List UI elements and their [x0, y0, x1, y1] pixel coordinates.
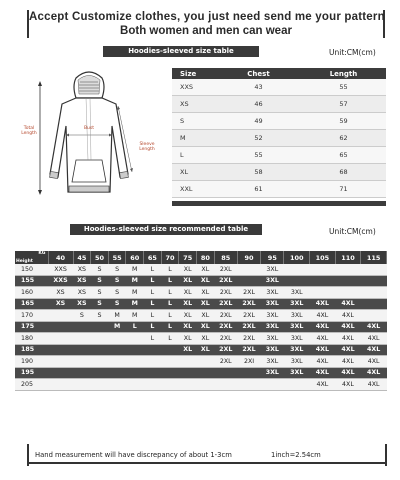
size-recommendation-cell: 3XL — [261, 333, 284, 345]
size-recommendation-cell — [126, 333, 144, 345]
chest-cell: 55 — [254, 151, 263, 159]
size-recommendation-cell — [126, 344, 144, 356]
corner-header — [15, 251, 48, 264]
height-row-195 — [15, 367, 387, 379]
size-recommendation-cell — [91, 367, 109, 379]
size-recommendation-cell: 4XL — [335, 379, 361, 391]
size-recommendation-cell: 3XL — [261, 310, 284, 322]
size-recommendation-cell: 3XL — [284, 367, 310, 379]
height-row-190 — [15, 356, 387, 368]
size-recommendation-cell — [179, 367, 197, 379]
size-recommendation-cell: XL — [179, 344, 197, 356]
size-recommendation-cell: 2XL — [237, 344, 260, 356]
size-recommendation-cell — [361, 298, 387, 310]
measurement-note: Hand measurement will have discrepancy of about 1-3cm — [35, 451, 232, 459]
size-recommendation-cell: 4XL — [310, 333, 336, 345]
size-recommendation-cell: L — [161, 298, 179, 310]
size-recommendation-cell — [214, 379, 237, 391]
size-recommendation-cell: 2XL — [214, 333, 237, 345]
size-recommendation-cell — [91, 379, 109, 391]
chest-cell: 43 — [254, 83, 263, 91]
size-recommendation-cell: M — [126, 264, 144, 275]
size-recommendation-cell: L — [144, 333, 162, 345]
size-recommendation-cell — [310, 264, 336, 275]
weight-header: 50 — [91, 251, 109, 264]
size-table-body — [172, 79, 386, 198]
size-recommendation-cell — [144, 356, 162, 368]
size-recommendation-cell: L — [161, 275, 179, 287]
size-recommendation-cell: XL — [197, 310, 215, 322]
weight-header: 55 — [108, 251, 126, 264]
size-recommendation-cell: 2XL — [214, 298, 237, 310]
size-recommendation-cell: L — [144, 298, 162, 310]
weight-header: 75 — [179, 251, 197, 264]
size-table-footer-bar — [172, 201, 386, 206]
chest-cell: 49 — [254, 117, 263, 125]
size-recommendation-cell — [261, 379, 284, 391]
size-recommendation-cell: S — [91, 275, 109, 287]
chest-cell: 58 — [254, 168, 263, 176]
height-cell: 160 — [15, 287, 48, 299]
size-recommendation-cell: 4XL — [310, 344, 336, 356]
size-recommendation-cell: 3XL — [261, 287, 284, 299]
size-recommendation-cell — [214, 367, 237, 379]
size-recommendation-cell: 2XL — [237, 310, 260, 322]
size-recommendation-cell — [179, 356, 197, 368]
size-recommendation-cell — [108, 356, 126, 368]
size-recommendation-cell — [197, 356, 215, 368]
total-length-label: Total Length — [21, 126, 37, 136]
size-recommendation-cell — [237, 264, 260, 275]
size-recommendation-cell: 3XL — [261, 298, 284, 310]
size-table-title: Hoodies-sleeved size table — [103, 46, 259, 57]
size-recommendation-cell — [73, 367, 91, 379]
size-recommendation-cell: 2XL — [214, 344, 237, 356]
size-recommendation-cell: L — [144, 264, 162, 275]
height-cell: 195 — [15, 367, 48, 379]
size-recommendation-cell: XL — [197, 264, 215, 275]
size-recommendation-cell: L — [161, 310, 179, 322]
size-recommendation-cell: L — [126, 321, 144, 333]
size-row-l — [172, 147, 386, 164]
size-recommendation-cell: 2XL — [214, 310, 237, 322]
weight-header: 110 — [335, 251, 361, 264]
size-cell: XS — [180, 100, 189, 108]
length-cell: 55 — [339, 83, 348, 91]
header-subtitle: Both women and men can wear — [120, 25, 292, 37]
height-cell: 205 — [15, 379, 48, 391]
size-recommendation-cell: 2XL — [214, 321, 237, 333]
rec-table-unit: Unit:CM(cm) — [329, 227, 376, 236]
size-recommendation-cell: 4XL — [335, 310, 361, 322]
length-cell: 68 — [339, 168, 348, 176]
size-recommendation-cell: S — [108, 275, 126, 287]
size-recommendation-cell — [144, 344, 162, 356]
size-recommendation-cell — [73, 379, 91, 391]
size-recommendation-cell: XS — [73, 264, 91, 275]
size-recommendation-cell — [335, 264, 361, 275]
height-row-155 — [15, 275, 387, 287]
weight-header: 80 — [197, 251, 215, 264]
rec-table-title: Hoodies-sleeved size recommended table — [70, 224, 262, 235]
size-recommendation-cell: 2XL — [237, 333, 260, 345]
size-recommendation-cell: 3XL — [284, 333, 310, 345]
size-table — [172, 68, 386, 206]
weight-header: 70 — [161, 251, 179, 264]
size-recommendation-cell: XL — [179, 321, 197, 333]
size-recommendation-cell: 2XL — [214, 356, 237, 368]
size-column-header: Size — [180, 69, 197, 78]
size-cell: M — [180, 134, 186, 142]
size-cell: L — [180, 151, 184, 159]
weight-header: 95 — [261, 251, 284, 264]
size-recommendation-cell: 3XL — [261, 344, 284, 356]
size-recommendation-cell: XXS — [48, 275, 73, 287]
sleeve-length-label: Sleeve Length — [139, 142, 155, 152]
size-recommendation-cell: 3XL — [261, 264, 284, 275]
length-cell: 57 — [339, 100, 348, 108]
weight-header: 115 — [361, 251, 387, 264]
size-recommendation-cell: XS — [48, 298, 73, 310]
height-row-165 — [15, 298, 387, 310]
size-recommendation-cell: 4XL — [361, 321, 387, 333]
weight-header: 45 — [73, 251, 91, 264]
size-recommendation-cell: XL — [197, 275, 215, 287]
size-recommendation-cell — [73, 344, 91, 356]
size-recommendation-cell — [126, 379, 144, 391]
size-cell: S — [180, 117, 185, 125]
size-recommendation-cell — [361, 264, 387, 275]
size-recommendation-cell: 4XL — [361, 333, 387, 345]
size-recommendation-cell: L — [144, 275, 162, 287]
size-recommendation-cell: XS — [73, 298, 91, 310]
length-cell: 59 — [339, 117, 348, 125]
size-recommendation-cell — [361, 310, 387, 322]
chest-cell: 46 — [254, 100, 263, 108]
size-recommendation-cell — [126, 356, 144, 368]
size-recommendation-cell — [73, 333, 91, 345]
size-recommendation-cell: 2XL — [214, 287, 237, 299]
size-recommendation-cell: XL — [179, 310, 197, 322]
size-recommendation-cell: 4XL — [335, 356, 361, 368]
weight-header: 105 — [310, 251, 336, 264]
size-recommendation-cell — [91, 356, 109, 368]
size-recommendation-cell — [361, 287, 387, 299]
size-recommendation-cell: M — [108, 310, 126, 322]
recommended-size-table — [15, 251, 387, 391]
size-recommendation-cell: 3XL — [261, 356, 284, 368]
size-recommendation-cell: 2XL — [237, 321, 260, 333]
height-row-160 — [15, 287, 387, 299]
size-recommendation-cell: XL — [197, 321, 215, 333]
size-row-xl — [172, 164, 386, 181]
size-recommendation-cell — [161, 344, 179, 356]
hoodie-diagram — [14, 64, 164, 204]
size-recommendation-cell — [108, 379, 126, 391]
weight-header: 90 — [237, 251, 260, 264]
size-row-xs — [172, 96, 386, 113]
size-recommendation-cell — [237, 379, 260, 391]
size-recommendation-cell: XL — [197, 344, 215, 356]
size-recommendation-cell: 4XL — [310, 379, 336, 391]
size-recommendation-cell: XL — [179, 264, 197, 275]
size-recommendation-cell — [197, 379, 215, 391]
size-recommendation-cell: XL — [197, 298, 215, 310]
height-label: Height — [16, 259, 33, 264]
size-recommendation-cell: XL — [179, 287, 197, 299]
height-cell: 170 — [15, 310, 48, 322]
chest-cell: 52 — [254, 134, 263, 142]
height-row-185 — [15, 344, 387, 356]
height-cell: 165 — [15, 298, 48, 310]
size-recommendation-cell: 4XL — [335, 344, 361, 356]
size-recommendation-cell — [108, 367, 126, 379]
size-recommendation-cell: 4XL — [310, 298, 336, 310]
size-recommendation-cell: L — [144, 310, 162, 322]
size-table-header — [172, 68, 386, 79]
size-recommendation-cell: XXS — [48, 264, 73, 275]
size-recommendation-cell — [48, 310, 73, 322]
size-recommendation-cell: S — [108, 264, 126, 275]
size-recommendation-cell: 3XL — [261, 275, 284, 287]
size-recommendation-cell — [144, 379, 162, 391]
size-cell: XXL — [180, 185, 193, 193]
size-recommendation-cell: M — [126, 298, 144, 310]
size-recommendation-cell: 4XL — [310, 310, 336, 322]
size-recommendation-cell: S — [108, 298, 126, 310]
size-recommendation-cell: L — [161, 264, 179, 275]
kg-label: KG — [38, 251, 46, 256]
height-cell: 175 — [15, 321, 48, 333]
footer-underline — [29, 462, 385, 464]
footer-note-box — [27, 444, 387, 466]
size-recommendation-cell: XS — [73, 287, 91, 299]
size-table-unit: Unit:CM(cm) — [329, 48, 376, 57]
size-recommendation-cell: L — [161, 321, 179, 333]
size-recommendation-cell: M — [126, 310, 144, 322]
size-recommendation-cell: 3XL — [284, 356, 310, 368]
size-recommendation-cell: 3XL — [261, 367, 284, 379]
length-cell: 62 — [339, 134, 348, 142]
size-recommendation-cell — [73, 321, 91, 333]
height-row-175 — [15, 321, 387, 333]
weight-header: 40 — [48, 251, 73, 264]
size-recommendation-cell: 4XL — [310, 321, 336, 333]
size-recommendation-cell — [310, 287, 336, 299]
chest-cell: 61 — [254, 185, 263, 193]
height-cell: 180 — [15, 333, 48, 345]
height-row-180 — [15, 333, 387, 345]
size-recommendation-cell — [48, 333, 73, 345]
rec-table-body — [15, 264, 387, 390]
size-recommendation-cell — [284, 275, 310, 287]
size-recommendation-cell — [161, 379, 179, 391]
size-recommendation-cell: 4XL — [361, 344, 387, 356]
header-banner — [27, 10, 385, 38]
size-recommendation-cell: 4XL — [310, 367, 336, 379]
size-recommendation-cell: S — [91, 287, 109, 299]
size-recommendation-cell — [144, 367, 162, 379]
size-recommendation-cell: 4XL — [361, 367, 387, 379]
size-recommendation-cell: L — [161, 287, 179, 299]
size-recommendation-cell — [361, 275, 387, 287]
size-recommendation-cell — [179, 379, 197, 391]
size-recommendation-cell — [48, 367, 73, 379]
size-recommendation-cell: L — [144, 287, 162, 299]
size-recommendation-cell — [335, 287, 361, 299]
size-row-s — [172, 113, 386, 130]
size-recommendation-cell — [237, 367, 260, 379]
size-recommendation-cell: 2XL — [237, 287, 260, 299]
size-recommendation-cell — [91, 344, 109, 356]
bust-label: Bust — [83, 126, 95, 131]
inch-conversion: 1inch=2.54cm — [271, 451, 321, 459]
size-recommendation-cell — [48, 379, 73, 391]
length-cell: 65 — [339, 151, 348, 159]
size-recommendation-cell: XS — [73, 275, 91, 287]
header-title: Accept Customize clothes, you just need send me your pattern — [29, 11, 385, 23]
size-recommendation-cell: XL — [179, 333, 197, 345]
size-recommendation-cell: 3XL — [284, 287, 310, 299]
size-recommendation-cell: 3XL — [284, 298, 310, 310]
size-recommendation-cell — [91, 333, 109, 345]
size-recommendation-cell: 3XL — [284, 310, 310, 322]
size-recommendation-cell: 4XL — [361, 379, 387, 391]
size-recommendation-cell: XL — [179, 275, 197, 287]
size-recommendation-cell — [48, 321, 73, 333]
size-recommendation-cell — [161, 367, 179, 379]
length-column-header: Length — [329, 69, 358, 78]
size-recommendation-cell: S — [108, 287, 126, 299]
size-recommendation-cell — [48, 344, 73, 356]
size-recommendation-cell: M — [126, 287, 144, 299]
size-recommendation-cell — [284, 264, 310, 275]
height-cell: 150 — [15, 264, 48, 275]
size-recommendation-cell — [284, 379, 310, 391]
size-recommendation-cell — [197, 367, 215, 379]
chest-column-header: Chest — [247, 69, 270, 78]
height-cell: 190 — [15, 356, 48, 368]
size-recommendation-cell: L — [161, 333, 179, 345]
size-recommendation-cell: S — [91, 298, 109, 310]
size-row-m — [172, 130, 386, 147]
size-recommendation-cell — [73, 356, 91, 368]
size-row-xxs — [172, 79, 386, 96]
size-recommendation-cell: 2XL — [214, 275, 237, 287]
size-recommendation-cell: 4XL — [335, 367, 361, 379]
size-recommendation-cell: 2XI — [237, 356, 260, 368]
size-recommendation-cell: L — [144, 321, 162, 333]
height-cell: 185 — [15, 344, 48, 356]
size-recommendation-cell — [161, 356, 179, 368]
weight-header: 65 — [144, 251, 162, 264]
size-recommendation-cell: 4XL — [310, 356, 336, 368]
size-recommendation-cell: 2XL — [214, 264, 237, 275]
size-cell: XXS — [180, 83, 194, 91]
length-cell: 71 — [339, 185, 348, 193]
size-recommendation-cell — [335, 275, 361, 287]
weight-header: 85 — [214, 251, 237, 264]
size-recommendation-cell: XL — [179, 298, 197, 310]
weight-header: 60 — [126, 251, 144, 264]
weight-header-row — [15, 251, 387, 264]
height-cell: 155 — [15, 275, 48, 287]
size-recommendation-cell: 4XL — [335, 333, 361, 345]
size-recommendation-cell — [108, 344, 126, 356]
size-recommendation-cell: XL — [197, 333, 215, 345]
size-recommendation-cell: 3XL — [284, 344, 310, 356]
size-recommendation-cell: 4XL — [335, 298, 361, 310]
size-recommendation-cell: 3XL — [261, 321, 284, 333]
size-recommendation-cell — [48, 356, 73, 368]
size-recommendation-cell: 4XL — [361, 356, 387, 368]
size-recommendation-cell: 2XL — [237, 298, 260, 310]
size-recommendation-cell — [237, 275, 260, 287]
height-row-150 — [15, 264, 387, 275]
weight-header: 100 — [284, 251, 310, 264]
size-row-xxl — [172, 181, 386, 198]
size-recommendation-cell — [91, 321, 109, 333]
size-recommendation-cell: 4XL — [335, 321, 361, 333]
size-recommendation-cell: S — [91, 264, 109, 275]
size-cell: XL — [180, 168, 189, 176]
height-row-170 — [15, 310, 387, 322]
size-recommendation-cell — [108, 333, 126, 345]
size-recommendation-cell — [310, 275, 336, 287]
height-row-205 — [15, 379, 387, 391]
size-recommendation-cell: XL — [197, 287, 215, 299]
size-recommendation-cell: M — [108, 321, 126, 333]
size-recommendation-cell: M — [126, 275, 144, 287]
size-recommendation-cell: S — [73, 310, 91, 322]
size-recommendation-cell — [126, 367, 144, 379]
size-recommendation-cell: XS — [48, 287, 73, 299]
size-recommendation-cell: S — [91, 310, 109, 322]
size-recommendation-cell: 3XL — [284, 321, 310, 333]
